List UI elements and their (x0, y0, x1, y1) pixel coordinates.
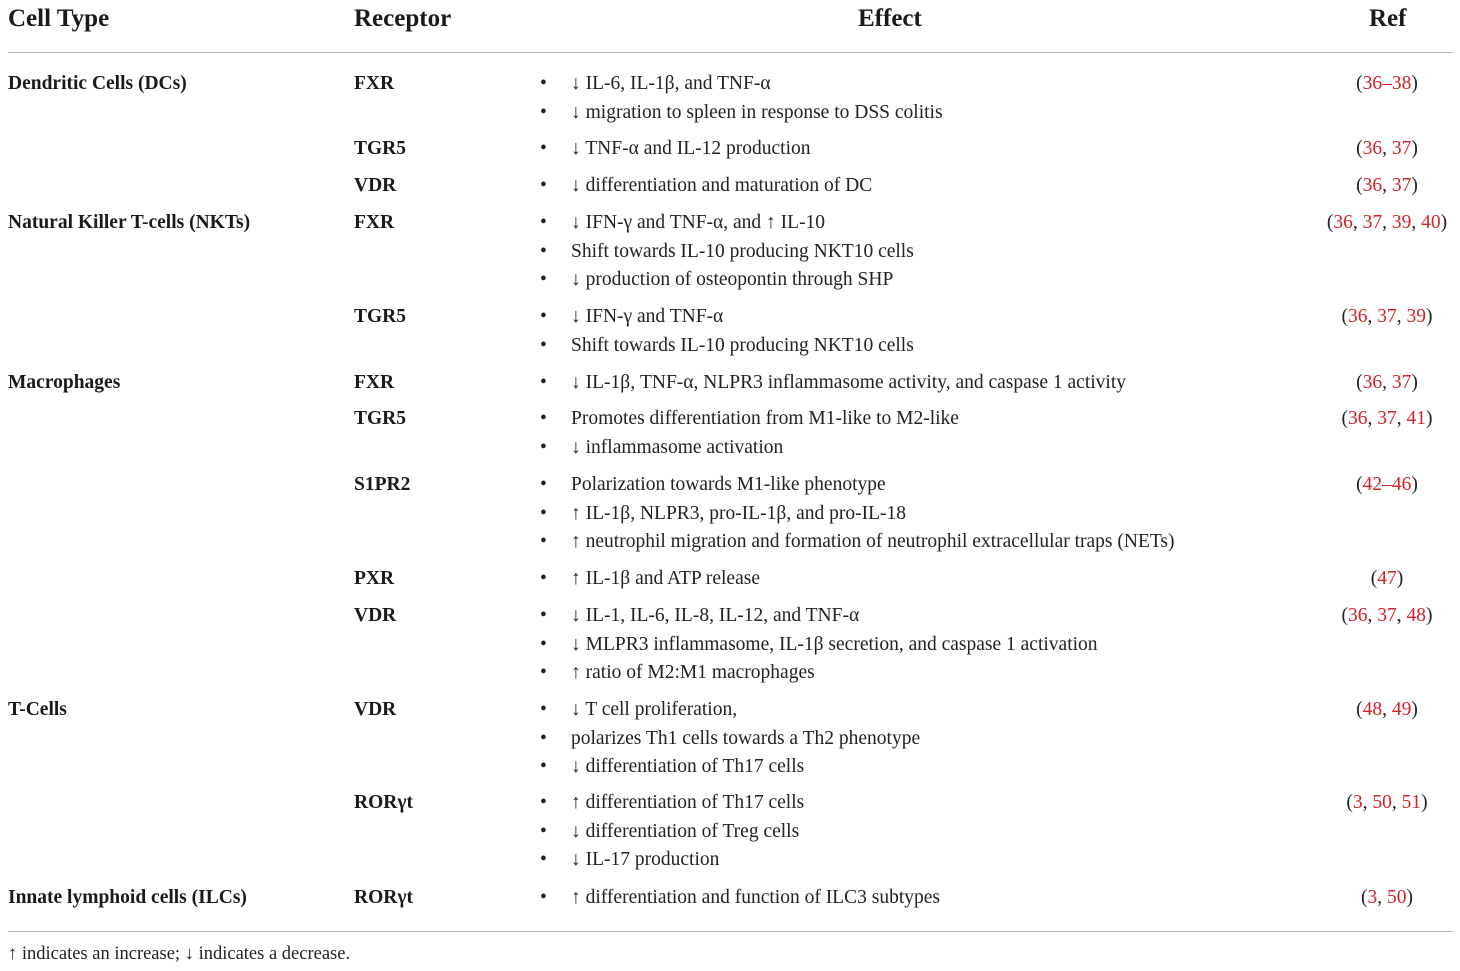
reference-link[interactable]: 40 (1421, 212, 1441, 233)
header-ref: Ref (1369, 5, 1407, 32)
reference-link[interactable]: 50 (1387, 887, 1407, 908)
reference-link[interactable]: 50 (1372, 792, 1392, 813)
table-footnote: ↑ indicates an increase; ↓ indicates a decrease. (8, 944, 351, 964)
effect-text: ↑ IL-1β and ATP release (571, 568, 760, 589)
effect-text: Shift towards IL-10 producing NKT10 cells (571, 334, 914, 356)
effect-item (540, 791, 804, 815)
effect-item (540, 436, 783, 460)
reference-link[interactable]: 51 (1401, 792, 1422, 813)
reference-cell: (36, 37, 39, 40) (1326, 212, 1448, 233)
reference-link[interactable]: 36 (1362, 138, 1383, 159)
receptor-label: VDR (354, 699, 397, 720)
effect-text: Polarization towards M1-like phenotype (571, 474, 886, 495)
bullet-icon: • (540, 820, 547, 842)
reference-cell: (36, 37) (1356, 372, 1418, 393)
reference-link[interactable]: 36 (1333, 212, 1353, 233)
bullet-icon: • (540, 269, 547, 291)
bullet-icon: • (540, 568, 547, 589)
bullet-icon: • (540, 849, 547, 871)
bullet-icon: • (540, 175, 547, 196)
receptor-label: FXR (354, 212, 395, 233)
effect-item (540, 502, 906, 526)
effect-text: ↓ migration to spleen in response to DSS colitis (571, 101, 943, 123)
reference-cell: (3, 50) (1361, 887, 1413, 908)
reference-link[interactable]: 3 (1367, 887, 1378, 908)
effect-text: ↓ IFN-γ and TNF-α, and ↑ IL-10 (571, 212, 826, 233)
bullet-icon: • (540, 605, 547, 626)
reference-link[interactable]: 36 (1362, 175, 1383, 196)
header-receptor: Receptor (354, 5, 452, 32)
cell-type-label: T-Cells (8, 699, 67, 720)
bullet-icon: • (540, 756, 547, 778)
reference-link[interactable]: 36 (1348, 408, 1368, 429)
receptor-label: VDR (354, 175, 397, 196)
bullet-icon: • (540, 306, 547, 327)
bullet-icon: • (540, 101, 547, 123)
reference-link[interactable]: 37 (1377, 306, 1397, 327)
effect-item (540, 407, 959, 431)
bullet-icon: • (540, 212, 547, 233)
effect-item (540, 101, 943, 125)
effect-text: ↓ IL-6, IL-1β, and TNF-α (571, 73, 771, 94)
reference-cell: (36, 37, 39) (1341, 306, 1433, 327)
effect-text: ↑ IL-1β, NLPR3, pro-IL-1β, and pro-IL-18 (571, 502, 907, 524)
reference-cell: (36, 37, 41) (1341, 408, 1433, 429)
reference-link[interactable]: 36 (1348, 306, 1368, 327)
reference-link[interactable]: 37 (1391, 175, 1412, 196)
reference-cell: (47) (1370, 568, 1404, 589)
receptor-label: RORγt (354, 887, 413, 908)
effect-text: polarizes Th1 cells towards a Th2 phenotype (571, 727, 921, 749)
effect-item (540, 820, 799, 844)
reference-cell: (42–46) (1356, 474, 1418, 495)
effect-item (540, 661, 815, 685)
header-effect: Effect (858, 5, 922, 32)
reference-cell: (48, 49) (1356, 699, 1418, 720)
effect-text: ↓ IFN-γ and TNF-α (571, 306, 724, 327)
bullet-icon: • (540, 887, 547, 908)
reference-link[interactable]: 48 (1406, 605, 1426, 626)
receptor-label: TGR5 (354, 138, 407, 159)
reference-link[interactable]: 47 (1377, 568, 1397, 589)
reference-cell: (36–38) (1356, 73, 1418, 94)
effect-item (540, 174, 872, 198)
bullet-icon: • (540, 633, 547, 655)
effect-text: ↓ IL-1β, TNF-α, NLPR3 inflammasome activity, and caspase 1 activity (571, 372, 1126, 393)
effect-text: ↓ production of osteopontin through SHP (571, 269, 894, 291)
receptor-label: RORγt (354, 792, 413, 813)
effect-text: ↓ differentiation and maturation of DC (571, 175, 873, 196)
receptor-label: TGR5 (354, 408, 407, 429)
reference-link[interactable]: 42–46 (1362, 474, 1412, 495)
reference-cell: (36, 37, 48) (1341, 605, 1433, 626)
receptor-label: TGR5 (354, 306, 407, 327)
bullet-icon: • (540, 662, 547, 684)
effect-item (540, 305, 723, 329)
effect-text: ↓ MLPR3 inflammasome, IL-1β secretion, and caspase 1 activation (571, 633, 1098, 655)
receptor-label: PXR (354, 568, 395, 589)
effect-text: ↑ differentiation of Th17 cells (571, 792, 805, 813)
effect-item (540, 727, 920, 751)
reference-link[interactable]: 39 (1391, 212, 1412, 233)
effect-text: Shift towards IL-10 producing NKT10 cells (571, 240, 914, 262)
bullet-icon: • (540, 73, 547, 94)
reference-link[interactable]: 3 (1352, 792, 1363, 813)
bullet-icon: • (540, 727, 547, 749)
reference-cell: (36, 37) (1356, 138, 1418, 159)
bullet-icon: • (540, 502, 547, 524)
reference-link[interactable]: 36 (1348, 605, 1368, 626)
receptor-label: VDR (354, 605, 397, 626)
effect-text: ↑ neutrophil migration and formation of neutrophil extracellular traps (NETs) (571, 531, 1175, 553)
effect-text: ↓ IL-17 production (571, 849, 720, 871)
effect-item (540, 633, 1098, 657)
bullet-icon: • (540, 408, 547, 429)
bullet-icon: • (540, 334, 547, 356)
reference-link[interactable]: 36 (1362, 372, 1383, 393)
effect-text: ↓ inflammasome activation (571, 436, 784, 458)
reference-link[interactable]: 48 (1362, 699, 1383, 720)
footer-rule (8, 931, 1452, 932)
bullet-icon: • (540, 531, 547, 553)
effect-text: ↓ TNF-α and IL-12 production (571, 138, 811, 159)
effect-item (540, 137, 810, 161)
effect-text: ↓ IL-1, IL-6, IL-8, IL-12, and TNF-α (571, 605, 860, 626)
bullet-icon: • (540, 372, 547, 393)
effect-text: ↓ differentiation of Th17 cells (571, 756, 805, 778)
reference-link[interactable]: 41 (1406, 408, 1426, 429)
cell-type-label: Dendritic Cells (DCs) (8, 73, 187, 94)
reference-link[interactable]: 37 (1391, 138, 1412, 159)
effect-item (540, 211, 825, 235)
header-rule (8, 52, 1452, 53)
effect-item (540, 848, 719, 872)
header-cell-type: Cell Type (8, 5, 110, 32)
effect-text: ↓ T cell proliferation, (571, 699, 738, 720)
effect-item (540, 334, 914, 358)
effect-item (540, 567, 760, 591)
receptor-label: FXR (354, 372, 395, 393)
effect-item (540, 473, 886, 497)
reference-link[interactable]: 37 (1377, 605, 1397, 626)
effect-item (540, 886, 940, 910)
effect-item (540, 268, 893, 292)
reference-cell: (3, 50, 51) (1346, 792, 1428, 813)
effect-item (540, 698, 737, 722)
bullet-icon: • (540, 792, 547, 813)
bullet-icon: • (540, 474, 547, 495)
reference-link[interactable]: 37 (1377, 408, 1397, 429)
cell-type-label: Macrophages (8, 372, 121, 393)
effect-item (540, 530, 1175, 554)
effect-item (540, 72, 771, 96)
bullet-icon: • (540, 240, 547, 262)
effect-text: ↓ differentiation of Treg cells (571, 820, 800, 842)
effect-text: Promotes differentiation from M1-like to M2-like (571, 408, 959, 429)
reference-link[interactable]: 39 (1406, 306, 1426, 327)
effect-text: ↑ differentiation and function of ILC3 subtypes (571, 887, 940, 908)
effect-item (540, 604, 859, 628)
bullet-icon: • (540, 436, 547, 458)
reference-cell: (36, 37) (1356, 175, 1418, 196)
cell-type-label: Innate lymphoid cells (ILCs) (8, 887, 247, 908)
bullet-icon: • (540, 699, 547, 720)
effect-item (540, 755, 804, 779)
bullet-icon: • (540, 138, 547, 159)
reference-link[interactable]: 49 (1391, 699, 1412, 720)
effect-item (540, 371, 1126, 395)
receptor-label: S1PR2 (354, 474, 411, 495)
effect-text: ↑ ratio of M2:M1 macrophages (571, 662, 815, 684)
cell-type-label: Natural Killer T-cells (NKTs) (8, 212, 251, 233)
reference-link[interactable]: 36–38 (1362, 73, 1412, 94)
reference-link[interactable]: 37 (1362, 212, 1383, 233)
reference-link[interactable]: 37 (1391, 372, 1412, 393)
effect-item (540, 240, 914, 264)
receptor-label: FXR (354, 73, 395, 94)
